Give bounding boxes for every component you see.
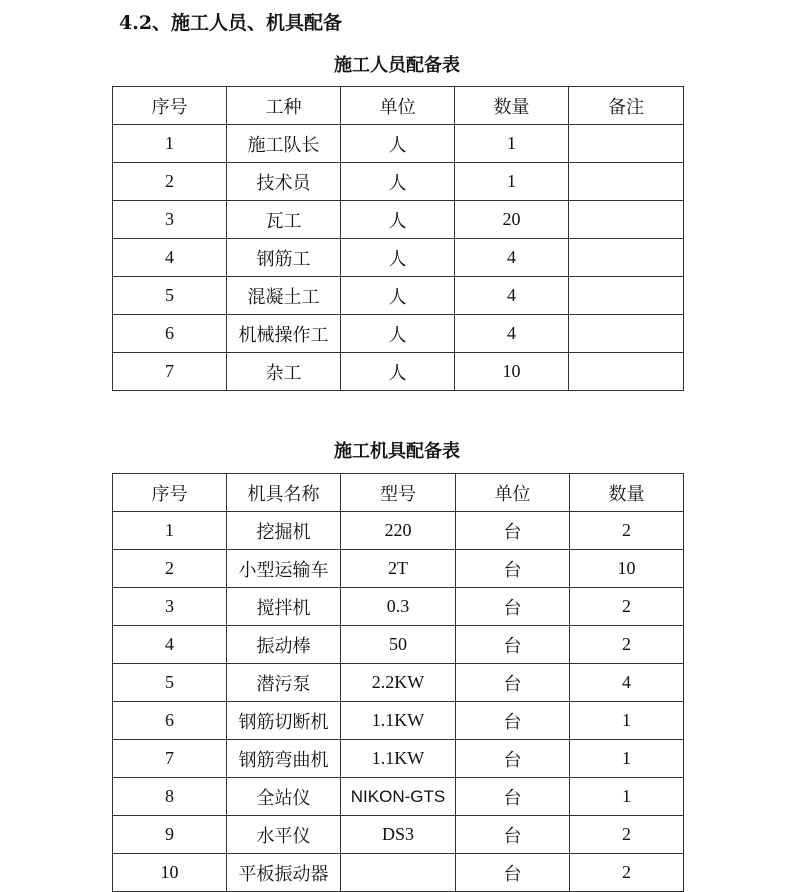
table-cell: 混凝土工: [227, 277, 341, 315]
table-cell: 台: [456, 512, 570, 550]
table-cell: 振动棒: [227, 626, 341, 664]
table-cell: 台: [456, 550, 570, 588]
table-row: [113, 664, 684, 702]
table-cell: 台: [456, 778, 570, 816]
table-row: [113, 125, 684, 163]
table-cell: 全站仪: [227, 778, 341, 816]
table-row: [113, 854, 684, 892]
table-cell: 2: [570, 512, 684, 550]
table-row: [113, 315, 684, 353]
table-cell: 施工队长: [227, 125, 341, 163]
table-cell: 4: [113, 239, 227, 277]
table-cell: [569, 315, 684, 353]
table-cell: 4: [455, 239, 569, 277]
table-row: [113, 588, 684, 626]
column-header: 机具名称: [227, 474, 341, 512]
table-cell: 人: [341, 315, 455, 353]
table-cell: 4: [455, 277, 569, 315]
table-cell: 20: [455, 201, 569, 239]
table-cell: [569, 239, 684, 277]
table-cell: 人: [341, 163, 455, 201]
column-header: 工种: [227, 87, 341, 125]
table-cell: 6: [113, 702, 227, 740]
table-cell: 瓦工: [227, 201, 341, 239]
table-cell: 1: [570, 778, 684, 816]
table-cell: 10: [113, 854, 227, 892]
table-cell: 台: [456, 588, 570, 626]
table-cell: [569, 125, 684, 163]
column-header: 单位: [456, 474, 570, 512]
table-cell: [569, 277, 684, 315]
table-cell: 6: [113, 315, 227, 353]
table-cell: 2.2KW: [341, 664, 456, 702]
table-cell: 9: [113, 816, 227, 854]
column-header: 序号: [113, 87, 227, 125]
table-cell: 2: [113, 163, 227, 201]
table-cell: 人: [341, 201, 455, 239]
table-cell: 钢筋工: [227, 239, 341, 277]
table-cell: 220: [341, 512, 456, 550]
table-cell: 8: [113, 778, 227, 816]
section-heading: 4.2、施工人员、机具配备: [119, 12, 343, 34]
table-row: [113, 550, 684, 588]
table-cell: 技术员: [227, 163, 341, 201]
table-cell: 3: [113, 588, 227, 626]
table-row: [113, 201, 684, 239]
equipment-table: [112, 473, 684, 892]
table-cell: [569, 163, 684, 201]
table-cell: 5: [113, 277, 227, 315]
equipment-table-caption: 施工机具配备表: [334, 441, 460, 462]
table-cell: 平板振动器: [227, 854, 341, 892]
table-cell: 台: [456, 702, 570, 740]
table-row: [113, 163, 684, 201]
table-cell: 2T: [341, 550, 456, 588]
table-cell: 1: [455, 163, 569, 201]
table-cell: 台: [456, 740, 570, 778]
table-row: [113, 353, 684, 391]
table-row: [113, 740, 684, 778]
table-cell: 5: [113, 664, 227, 702]
table-cell: 0.3: [341, 588, 456, 626]
column-header: 备注: [569, 87, 684, 125]
table-cell: 钢筋切断机: [227, 702, 341, 740]
table-row: [113, 816, 684, 854]
table-row: [113, 702, 684, 740]
table-row: [113, 626, 684, 664]
table-cell: 3: [113, 201, 227, 239]
table-cell: 1.1KW: [341, 740, 456, 778]
table-cell: 4: [113, 626, 227, 664]
table-cell: 挖掘机: [227, 512, 341, 550]
table-header-row: [113, 474, 684, 512]
table-cell: 4: [455, 315, 569, 353]
table-row: [113, 778, 684, 816]
table-cell: [569, 353, 684, 391]
table-cell: 4: [570, 664, 684, 702]
table-cell: 人: [341, 125, 455, 163]
table-cell: 7: [113, 353, 227, 391]
table-row: [113, 239, 684, 277]
table-cell: 1: [455, 125, 569, 163]
table-cell: 人: [341, 277, 455, 315]
table-cell: 7: [113, 740, 227, 778]
table-cell: 1: [570, 702, 684, 740]
table-cell: 台: [456, 816, 570, 854]
table-cell: 机械操作工: [227, 315, 341, 353]
table-cell: 小型运输车: [227, 550, 341, 588]
column-header: 序号: [113, 474, 227, 512]
column-header: 数量: [570, 474, 684, 512]
table-cell: [569, 201, 684, 239]
table-header-row: [113, 87, 684, 125]
table-cell: 2: [113, 550, 227, 588]
table-cell: NIKON-GTS: [341, 778, 456, 816]
personnel-table-caption: 施工人员配备表: [334, 55, 460, 76]
column-header: 数量: [455, 87, 569, 125]
column-header: 型号: [341, 474, 456, 512]
table-cell: 50: [341, 626, 456, 664]
table-cell: 1.1KW: [341, 702, 456, 740]
table-cell: 10: [455, 353, 569, 391]
table-row: [113, 277, 684, 315]
table-cell: 1: [113, 125, 227, 163]
table-cell: 水平仪: [227, 816, 341, 854]
table-cell: 台: [456, 626, 570, 664]
table-cell: [341, 854, 456, 892]
column-header: 单位: [341, 87, 455, 125]
table-cell: 潜污泵: [227, 664, 341, 702]
table-cell: DS3: [341, 816, 456, 854]
table-cell: 钢筋弯曲机: [227, 740, 341, 778]
table-cell: 搅拌机: [227, 588, 341, 626]
table-cell: 10: [570, 550, 684, 588]
table-cell: 2: [570, 816, 684, 854]
table-cell: 台: [456, 664, 570, 702]
table-cell: 2: [570, 854, 684, 892]
table-cell: 杂工: [227, 353, 341, 391]
table-cell: 2: [570, 626, 684, 664]
table-cell: 1: [113, 512, 227, 550]
personnel-table: [112, 86, 684, 391]
table-cell: 台: [456, 854, 570, 892]
table-row: [113, 512, 684, 550]
table-cell: 人: [341, 353, 455, 391]
table-cell: 1: [570, 740, 684, 778]
table-cell: 2: [570, 588, 684, 626]
table-cell: 人: [341, 239, 455, 277]
